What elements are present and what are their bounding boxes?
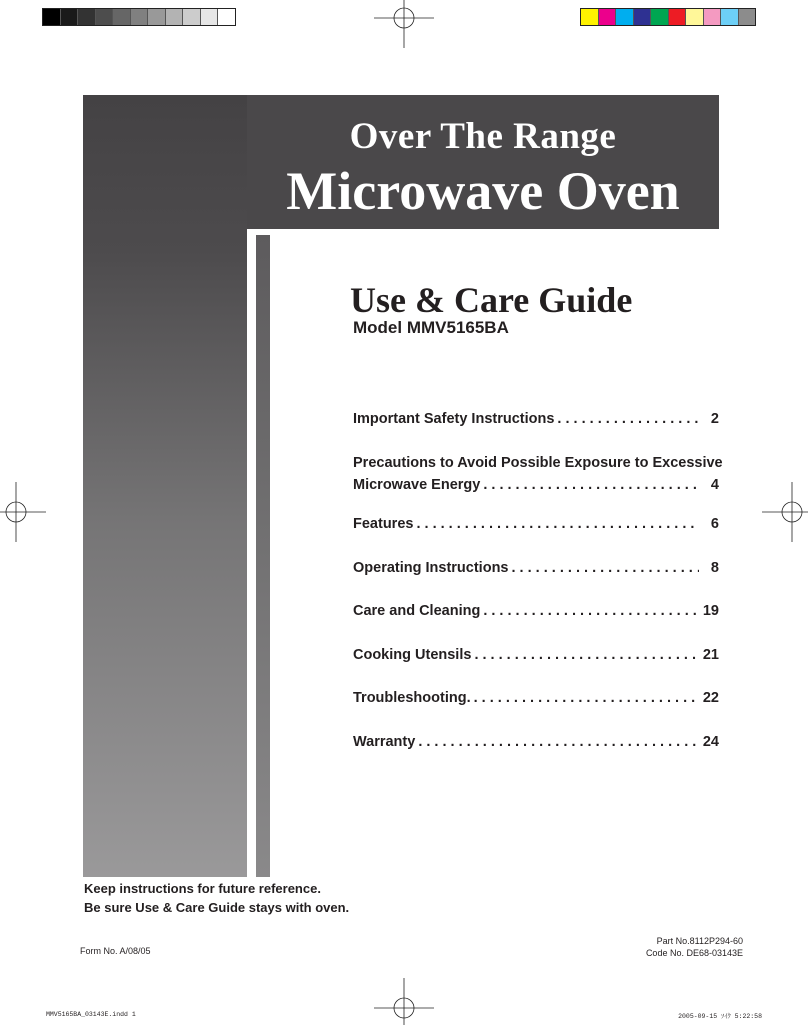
color-swatch [739, 9, 756, 25]
toc-entry-page: 4 [710, 477, 719, 493]
toc-entry-title: Important Safety Instructions [353, 411, 555, 427]
gray-swatch [96, 9, 114, 25]
color-swatch [651, 9, 669, 25]
registration-mark-top [374, 0, 434, 48]
color-swatch [721, 9, 739, 25]
registration-mark-left [0, 482, 46, 542]
toc-entry-page: 2 [710, 411, 719, 427]
toc-leader-dots [483, 600, 699, 622]
gray-swatch [183, 9, 201, 25]
toc-entry-title: Warranty [353, 734, 416, 750]
toc-leader-dots [474, 687, 699, 709]
gray-swatch [201, 9, 219, 25]
toc-entry-features[interactable] [353, 513, 719, 535]
color-swatch [581, 9, 599, 25]
toc-entry-safety[interactable] [353, 408, 719, 430]
keep-instructions-note [84, 879, 349, 917]
guide-title: Use & Care Guide [350, 280, 633, 320]
toc-leader-dots [512, 557, 700, 579]
part-code-block [646, 935, 743, 959]
toc-leader-dots [557, 408, 699, 430]
toc-entry-title: Features [353, 516, 414, 532]
toc-leader-dots [416, 513, 699, 535]
toc-entry-title: Operating Instructions [353, 560, 509, 576]
gray-swatch [43, 9, 61, 25]
toc-entry-operating[interactable] [353, 557, 719, 579]
toc-entry-page: 6 [710, 516, 719, 532]
cover-title-line2: Microwave Oven [286, 161, 680, 221]
cover-title-line1: Over The Range [349, 116, 617, 157]
gray-swatch [148, 9, 166, 25]
toc-entry-warranty[interactable] [353, 731, 719, 753]
color-swatch [704, 9, 722, 25]
model-number: Model MMV5165BA [353, 318, 509, 337]
form-number: Form No. A/08/05 [80, 946, 151, 956]
color-swatch [686, 9, 704, 25]
keep-note-line1: Keep instructions for future reference. [84, 881, 321, 896]
toc-entry-page: 19 [702, 603, 719, 619]
gray-swatch [61, 9, 79, 25]
cover-accent-bar [256, 235, 270, 877]
gray-swatch [78, 9, 96, 25]
gray-swatch [166, 9, 184, 25]
gray-swatch [131, 9, 149, 25]
toc-leader-dots [474, 644, 698, 666]
toc-entry-precautions[interactable] [353, 452, 723, 496]
registration-mark-bottom [374, 978, 434, 1025]
print-slug-timestamp: 2005-09-15 ｿｲｸ 5:22:58 [678, 1013, 762, 1020]
code-number: Code No. DE68-03143E [645, 948, 743, 958]
toc-entry-title: Troubleshooting. [353, 690, 471, 706]
toc-entry-care[interactable] [353, 600, 719, 622]
toc-entry-title: Care and Cleaning [353, 603, 481, 619]
toc-leader-dots [483, 474, 699, 496]
color-swatch [599, 9, 617, 25]
color-swatch [669, 9, 687, 25]
process-color-bar [580, 8, 756, 26]
gray-color-bar [42, 8, 236, 26]
cover-gradient-panel [83, 95, 247, 877]
color-swatch [634, 9, 652, 25]
registration-mark-right [762, 482, 808, 542]
toc-entry-title: Cooking Utensils [353, 647, 472, 663]
toc-entry-title-line1: Precautions to Avoid Possible Exposure to Excessive [353, 455, 723, 471]
gray-swatch [113, 9, 131, 25]
toc-leader-dots [418, 731, 699, 753]
toc-entry-page: 21 [702, 647, 719, 663]
toc-entry-title: Microwave Energy [353, 477, 481, 493]
part-number: Part No.8112P294-60 [656, 936, 743, 946]
toc-entry-utensils[interactable] [353, 644, 719, 666]
toc-entry-page: 22 [702, 690, 719, 706]
gray-swatch [218, 9, 235, 25]
toc-entry-troubleshooting[interactable] [353, 687, 719, 709]
toc-entry-page: 24 [702, 734, 719, 750]
keep-note-line2: Be sure Use & Care Guide stays with oven. [84, 900, 350, 915]
color-swatch [616, 9, 634, 25]
toc-entry-page: 8 [710, 560, 719, 576]
print-slug-filename: MMV5165BA_03143E.indd 1 [46, 1011, 136, 1018]
